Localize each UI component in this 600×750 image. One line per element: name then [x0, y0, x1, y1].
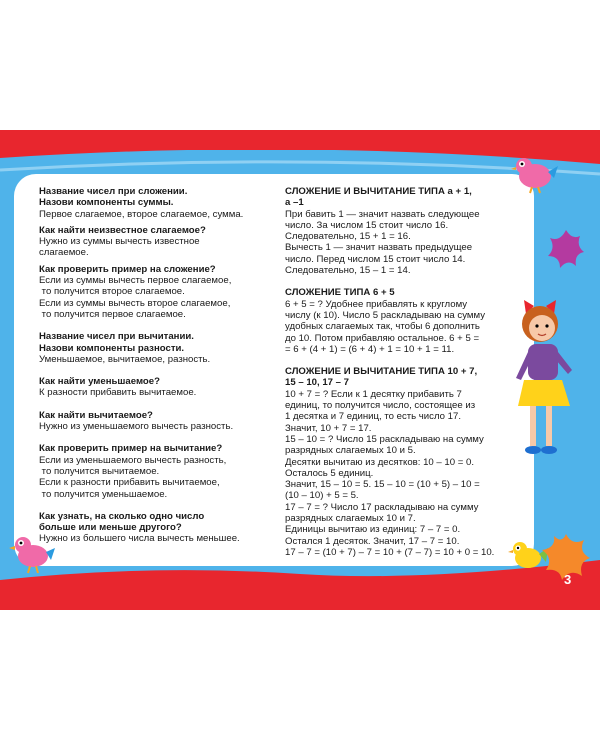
section-body: При бавить 1 — значит назвать следующее число. За числом 15 стоит число 16. Следовательно, 15 + 1 = 16. Вычесть 1 — значит назвать предыдущее число. Перед числом 15 стоит число 14. Следовательно, 15 – 1 = 14. [285, 208, 480, 277]
answer: Нужно из большего числа вычесть меньшее. [39, 533, 240, 545]
section-heading: СЛОЖЕНИЕ И ВЫЧИТАНИЕ ТИПА 10 + 7, 15 – 10, 17 – 7 [285, 366, 478, 389]
question: Как найти неизвестное слагаемое? [39, 224, 206, 236]
question: Название чисел при вычитании. Назови компоненты разности. [39, 331, 194, 354]
rule-section [285, 186, 525, 276]
answer: К разности прибавить вычитаемое. [39, 387, 197, 399]
section-body: 6 + 5 = ? Удобнее прибавлять к круглому числу (к 10). Число 5 раскладываю на сумму удобных слагаемых так, чтобы 6 дополнить до 10. Потом прибавляю остальное. 6 + 5 = = 6 + (4 + 1) = (6 + 4) + 1 = 10 + 1 = 11. [285, 298, 485, 355]
question: Как проверить пример на вычитание? [39, 443, 223, 455]
qa-block [39, 443, 271, 499]
girl-character-icon [512, 296, 582, 464]
section-heading: СЛОЖЕНИЕ ТИПА 6 + 5 [285, 287, 395, 299]
answer: Первое слагаемое, второе слагаемое, сумма. [39, 208, 244, 220]
pink-bird-bottom-icon [6, 530, 56, 574]
qa-block [39, 186, 271, 220]
pink-bird-top-icon [510, 152, 560, 194]
qa-block [39, 376, 271, 399]
section-body: 10 + 7 = ? Если к 1 десятку прибавить 7 единиц, то получится число, состоящее из 1 десятка и 7 единиц, то есть число 17. Значит, 10 + 7 = 17. 15 – 10 = ? Число 15 раскладываю на сумму разрядных слагаемых 10 и 5. Десятки вычитаю из десятков: 10 – 10 = 0. Осталось 5 единиц. Значит, 15 – 10 = 5. 15 – 10 = (10 + 5) – 10 = (10 – 10) + 5 = 5. 17 – 7 = ? Число 17 раскладываю на сумму разрядных слагаемых 10 и 7. Единицы вычитаю из единиц: 7 – 7 = 0. Остался 1 десяток. Значит, 17 – 7 = 10. 17 – 7 = (10 + 7) – 7 = 10 + (7 – 7) = 10 + 0 = 10. [285, 388, 495, 558]
rule-section [285, 366, 525, 558]
paint-splash-purple-icon [546, 226, 586, 272]
right-column [285, 186, 525, 569]
left-column [39, 186, 271, 556]
question: Как найти уменьшаемое? [39, 376, 160, 388]
rule-section [285, 287, 525, 355]
qa-block [39, 410, 271, 433]
answer: Уменьшаемое, вычитаемое, разность. [39, 353, 211, 365]
page-number: 3 [564, 572, 572, 587]
qa-block [39, 511, 271, 545]
question: Название чисел при сложении. Назови компоненты суммы. [39, 186, 188, 209]
section-heading: СЛОЖЕНИЕ И ВЫЧИТАНИЕ ТИПА а + 1, а –1 [285, 186, 472, 209]
answer: Если из суммы вычесть первое слагаемое, то получится второе слагаемое. Если из суммы вычесть второе слагаемое, то получится первое слагаемое. [39, 275, 232, 320]
answer: Нужно из уменьшаемого вычесть разность. [39, 421, 234, 433]
question: Как проверить пример на сложение? [39, 263, 216, 275]
answer: Нужно из суммы вычесть известное слагаемое. [39, 236, 200, 259]
answer: Если из уменьшаемого вычесть разность, то получится вычитаемое. Если к разности прибавить вычитаемое, то получится уменьшаемое. [39, 454, 227, 500]
qa-block [39, 264, 271, 320]
qa-block [39, 225, 271, 259]
question: Как найти вычитаемое? [39, 409, 153, 421]
qa-block [39, 331, 271, 365]
question: Как узнать, на сколько одно число больше или меньше другого? [39, 510, 205, 534]
